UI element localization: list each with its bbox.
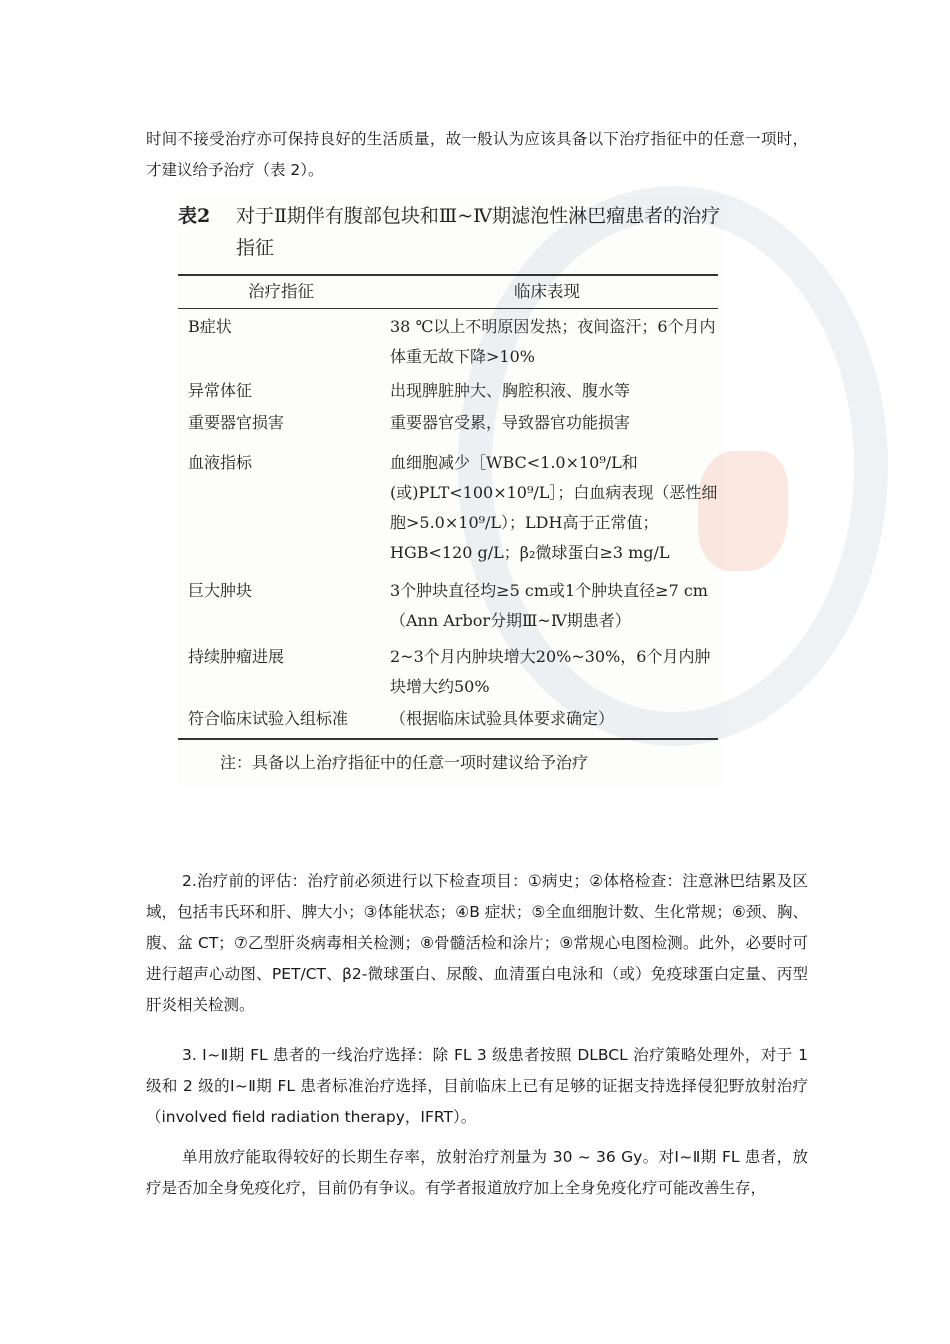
table-note: 注：具备以上治疗指征中的任意一项时建议给予治疗 bbox=[220, 753, 589, 772]
manifestation-cell: 血细胞减少［WBC<1.0×10⁹/L和(或)PLT<100×10⁹/L］；白血病表现（恶性细胞>5.0×10⁹/L）；LDH高于正常值；HGB<120 g/L；β₂微球蛋白≥3 mg/L bbox=[390, 453, 718, 562]
table-figure bbox=[178, 196, 724, 788]
manifestation-cell: 出现脾脏肿大、胸腔积液、腹水等 bbox=[390, 381, 631, 400]
radiotherapy-paragraph: 单用放疗能取得较好的长期生存率，放射治疗剂量为 30 ~ 36 Gy。对Ⅰ~Ⅱ期 FL 患者，放疗是否加全身免疫化疗，目前仍有争议。有学者报道放疗加上全身免疫化疗可能改善生存， bbox=[146, 1148, 808, 1197]
indication-cell: 符合临床试验入组标准 bbox=[188, 709, 349, 728]
first-line-treatment-paragraph: 3. Ⅰ~Ⅱ期 FL 患者的一线治疗选择：除 FL 3 级患者按照 DLBCL 治疗策略处理外，对于 1 级和 2 级的Ⅰ~Ⅱ期 FL 患者标准治疗选择，目前临床上已有足够的证据支持选择侵犯野放射治疗（involved field radiation therapy，IFRT）。 bbox=[146, 1046, 808, 1126]
table-header-rule bbox=[178, 308, 718, 309]
table-top-rule bbox=[178, 274, 718, 276]
indication-cell: 持续肿瘤进展 bbox=[188, 647, 285, 666]
manifestation-cell: 重要器官受累，导致器官功能损害 bbox=[390, 413, 631, 432]
table-header-indication: 治疗指征 bbox=[248, 282, 314, 301]
evaluation-paragraph: 2.治疗前的评估：治疗前必须进行以下检查项目：①病史；②体格检查：注意淋巴结累及区域，包括韦氏环和肝、脾大小；③体能状态；④B 症状；⑤全血细胞计数、生化常规；⑥颈、胸、腹、盆 CT；⑦乙型肝炎病毒相关检测；⑧骨髓活检和涂片；⑨常规心电图检测。此外，必要时可进行超声心动图、PET/CT、β2-微球蛋白、尿酸、血清蛋白电泳和（或）免疫球蛋白定量、丙型肝炎相关检测。 bbox=[146, 872, 808, 1014]
indication-cell: 重要器官损害 bbox=[188, 413, 285, 432]
manifestation-cell: 3个肿块直径均≥5 cm或1个肿块直径≥7 cm（Ann Arbor分期Ⅲ~Ⅳ期患者） bbox=[390, 581, 708, 630]
table-label: 表2 bbox=[178, 205, 211, 227]
indication-cell: B症状 bbox=[188, 317, 232, 336]
manifestation-cell: （根据临床试验具体要求确定） bbox=[390, 709, 615, 728]
intro-paragraph: 时间不接受治疗亦可保持良好的生活质量，故一般认为应该具备以下治疗指征中的任意一项时，才建议给予治疗（表 2）。 bbox=[146, 130, 808, 179]
manifestation-cell: 2~3个月内肿块增大20%~30%，6个月内肿块增大约50% bbox=[390, 647, 711, 696]
indication-cell: 异常体征 bbox=[188, 381, 253, 400]
table-header-manifestation: 临床表现 bbox=[514, 282, 580, 301]
indication-cell: 血液指标 bbox=[188, 453, 253, 472]
table-bottom-rule bbox=[178, 738, 718, 740]
manifestation-cell: 38 ℃以上不明原因发热；夜间盗汗；6个月内体重无故下降>10% bbox=[390, 317, 716, 366]
table-caption: 对于Ⅱ期伴有腹部包块和Ⅲ~Ⅳ期滤泡性淋巴瘤患者的治疗指征 bbox=[236, 205, 721, 259]
indication-cell: 巨大肿块 bbox=[188, 581, 253, 600]
